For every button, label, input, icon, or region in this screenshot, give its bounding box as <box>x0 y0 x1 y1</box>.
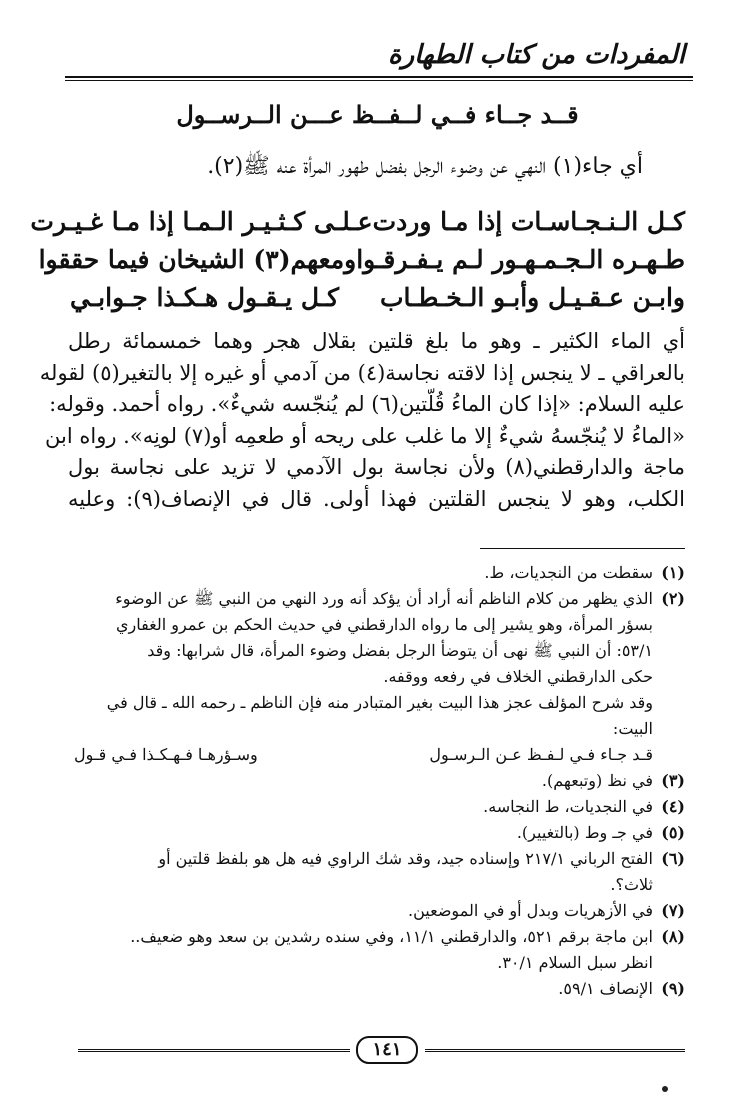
footer-rule-left <box>78 1049 350 1052</box>
verse-first-hemistich: وابـن عـقـيـل وأبـو الـخـطـاب <box>379 282 685 312</box>
verse-second-hemistich: كـل يـقـول هـكـذا جـوابـي <box>70 282 340 312</box>
footnote-text: في جـ وط (بالتغيير). <box>516 823 653 842</box>
footnote-text: حكى الدارقطني الخلاف في رفعه ووقفه. <box>383 667 653 686</box>
footnote-number: (٣) <box>661 771 685 790</box>
paragraph-line: عليه السلام: «إذا كان الماءُ قُلّتين(٦) لم يُنجّسه شيءٌ». رواه أحمد. وقوله: <box>49 392 685 416</box>
verse-row <box>30 202 685 240</box>
footnote <box>66 586 685 768</box>
footnotes <box>66 560 685 1002</box>
footnote-text: ثلاث؟. <box>610 875 653 894</box>
footnote-number: (٩) <box>661 979 685 998</box>
footnote <box>66 898 685 924</box>
footnote-number: (٧) <box>661 901 685 920</box>
footnote-text: الفتح الرباني ٢١٧/١ وإسناده جيد، وقد شك الراوي فيه هل هو بلفظ قلتين أو <box>158 849 653 868</box>
footnote-number: (١) <box>661 563 685 582</box>
paragraph-line: الكلب، وهو لا ينجس القلتين فهذا أولى. قال في الإنصاف(٩): وعليه <box>68 486 685 511</box>
commentary-paragraph <box>39 326 685 515</box>
footnote-text: البيت: <box>612 719 653 738</box>
footnote-text: وقد شرح المؤلف عجز هذا البيت بغير المتبادر منه فإن الناظم ـ رحمه الله ـ قال في <box>106 693 653 712</box>
footnote <box>66 976 685 1002</box>
footnote <box>66 768 685 794</box>
paragraph-line: أي الماء الكثير ـ وهو ما بلغ قلتين بقلال هجر وهما خمسمائة رطل <box>68 329 685 353</box>
page-number: ١٤١ <box>356 1036 418 1064</box>
footnote-number: (٨) <box>661 927 685 946</box>
poem-verses <box>30 202 685 316</box>
footnote-text: في الأزهريات وبدل أو في الموضعين. <box>408 901 653 920</box>
verse-first-hemistich: كـل الـنـجـاسـات إذا مـا وردت <box>372 206 685 236</box>
verse-second-hemistich: عـلـى كـثـيـر الـمـا إذا مـا غـيـرت <box>30 206 373 236</box>
footnote-text: ابن ماجة برقم ٥٢١، والدارقطني ١١/١، وفي سنده رشدين بن سعد وهو ضعيف.. <box>130 927 653 946</box>
ink-dot <box>662 1086 668 1092</box>
verse-row <box>70 278 685 316</box>
footnote-number: (٢) <box>661 589 685 608</box>
verse-row <box>38 240 685 278</box>
footnote-text: انظر سبل السلام ٣٠/١. <box>497 953 653 972</box>
footnote-number: (٦) <box>661 849 685 868</box>
footnote <box>66 794 685 820</box>
page-footer <box>78 1036 685 1062</box>
running-header-title: المفردات من كتاب الطهارة <box>387 40 685 70</box>
footnote <box>66 560 685 586</box>
paragraph-line: «الماءُ لا يُنجّسهُ شيءٌ إلا ما غلب على ريحه أو طعمِه أو(٧) لونِه». رواه ابن <box>45 423 685 448</box>
footnote-text: الذي يظهر من كلام الناظم أنه أراد أن يؤكد أنه ورد النهي من النبي ﷺ عن الوضوء <box>115 589 653 608</box>
intro-line: أي جاء(١) النهي عن وضوء الرجل بفضل طهور المرأة عنه ﷺ(٢). <box>207 154 643 179</box>
verse-first-hemistich: طـهـره الـجـمـهـور لـم يـفـرقـوا <box>356 244 685 274</box>
footnote-text: في نظ (وتبعهم). <box>541 771 653 790</box>
footnote-text: ٥٣/١: أن النبي ﷺ نهى أن يتوضأ الرجل بفضل وضوء المرأة، قال شرابها: وقد <box>147 641 653 660</box>
footnote-verse-first: قـد جـاء فـي لـفـظ عـن الـرسـول <box>429 745 653 764</box>
verse-half-heading: قــد جــاء فــي لــفــظ عـــن الــرســول <box>176 100 579 129</box>
footnote-text: الإنصاف ٥٩/١. <box>558 979 653 998</box>
paragraph-line: بالعراقي ـ لا ينجس إذا لاقته نجاسة(٤) من آدمي أو غيره إلا بالتغير(٥) لقوله <box>39 360 685 385</box>
header-rule-thin <box>65 80 693 81</box>
header-rule <box>65 76 693 78</box>
footnote <box>66 820 685 846</box>
footer-rule-right <box>425 1049 685 1052</box>
footnote-text: في النجديات، ط النجاسه. <box>483 797 653 816</box>
footnote-number: (٤) <box>661 797 685 816</box>
footnote-verse-second: وسـؤرهـا فـهـكـذا فـي قـول <box>74 745 258 764</box>
footnote-separator <box>480 548 685 549</box>
footnote-text: سقطت من النجديات، ط. <box>484 563 653 582</box>
verse-second-hemistich: ومعهم(٣) الشيخان فيما حققوا <box>38 244 357 274</box>
footnote-verse <box>66 742 653 768</box>
paragraph-line: ماجة والدارقطني(٨) ولأن نجاسة بول الآدمي لا تزيد على نجاسة بول <box>68 455 685 479</box>
footnote-number: (٥) <box>661 823 685 842</box>
footnote <box>66 846 685 898</box>
footnote-text: بسؤر المرأة، وهو يشير إلى ما رواه الدارقطني في حديث الحكم بن عمرو الغفاري <box>115 615 653 634</box>
footnote <box>66 924 685 976</box>
